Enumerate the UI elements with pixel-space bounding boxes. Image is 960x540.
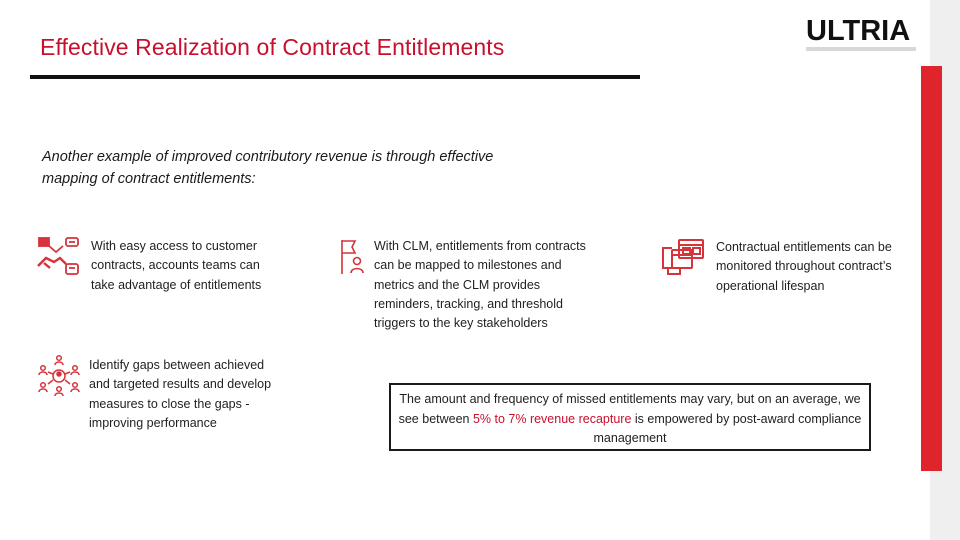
title-underline	[30, 75, 640, 79]
callout-text-after: is empowered by post-award compliance management	[593, 411, 862, 445]
slide-title: Effective Realization of Contract Entitlements	[40, 34, 505, 60]
callout-highlight: 5% to 7% revenue recapture	[472, 411, 632, 426]
item-customer-access: With easy access to customer contracts, accounts teams can take advantage of entitlements	[91, 239, 262, 292]
item-identify-gaps: Identify gaps between achieved and targeted results and develop measures to close the gaps - improving performance	[89, 358, 272, 430]
network-people-icon	[38, 354, 80, 398]
callout-text-before: The amount and frequency of missed entitlements may vary, but on an average, we see between	[398, 392, 861, 426]
callout-box	[389, 383, 871, 451]
handshake-documents-icon	[36, 236, 82, 278]
red-accent-bar	[921, 66, 942, 471]
ultria-logo	[806, 16, 918, 56]
item-monitoring: Contractual entitlements can be monitored throughout contract’s operational lifespan	[716, 240, 892, 293]
logo-text: ULTRIA	[806, 15, 911, 47]
monitor-windows-icon	[660, 238, 706, 278]
logo-underline	[806, 47, 916, 51]
item-clm-mapping: With CLM, entitlements from contracts can be mapped to milestones and metrics and the CLM provides reminders, tracking, and threshold triggers to the key stakeholders	[374, 239, 586, 331]
intro-text: Another example of improved contributory revenue is through effective mapping of contract entitlements:	[42, 149, 494, 187]
flag-person-icon	[337, 238, 367, 276]
